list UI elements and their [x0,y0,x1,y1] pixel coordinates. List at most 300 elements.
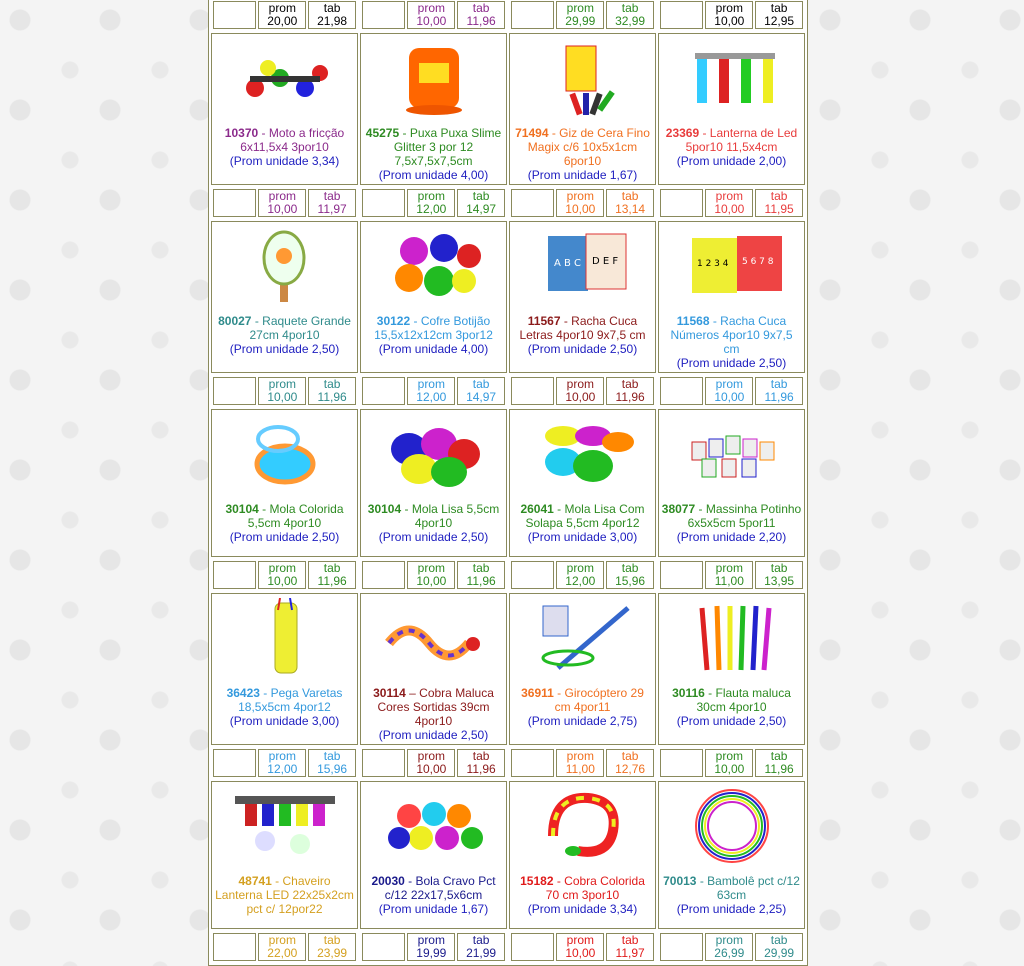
tab-price [308,749,356,777]
quantity-blank [213,377,256,405]
tab-label: tab [621,933,639,947]
quantity-blank [213,189,256,217]
product-name: - Chaveiro Lanterna LED 22x25x2cm pct c/ 12por22 [215,874,354,916]
tab-label: tab [323,1,341,15]
plain-springs-icon[interactable] [363,412,504,496]
product-code: 30116 [672,686,705,700]
price-cell [509,0,656,31]
product-name: – Cobra Maluca Cores Sortidas 39cm 4por10 [377,686,494,728]
flanged-springs-icon[interactable] [512,412,653,496]
tab-price [457,749,505,777]
tab-label: tab [770,561,788,575]
tab-price [755,1,803,29]
price-cell [360,187,507,219]
prom-label: prom [715,189,743,203]
piggy-banks-icon[interactable] [363,224,504,308]
product-name: - Racha Cuca Números 4por10 9x7,5 cm [670,314,793,356]
prom-price [258,561,306,589]
product-description [512,502,653,530]
unit-price: (Prom unidade 2,50) [229,342,340,356]
tab-label: tab [621,1,639,15]
prom-label: prom [417,749,445,763]
quantity-blank [362,377,405,405]
price-cell [211,747,358,779]
quantity-blank [362,933,405,961]
tab-price [457,189,505,217]
price-cell [658,931,805,963]
unit-price: (Prom unidade 1,67) [527,168,638,182]
unit-price: (Prom unidade 2,25) [676,902,787,916]
prom-label: prom [268,189,296,203]
tab-label: tab [770,933,788,947]
product-card[interactable] [211,221,358,373]
product-card[interactable] [509,593,656,745]
unit-price: (Prom unidade 2,50) [527,342,638,356]
tab-price [755,749,803,777]
product-card[interactable] [360,33,507,185]
product-card[interactable] [509,409,656,557]
product-name: - Bola Cravo Pct c/12 22x17,5x6cm [384,874,496,902]
prom-value: 10,00 [416,762,447,776]
quantity-blank [362,749,405,777]
product-code: 38077 [661,502,696,516]
tab-value: 13,14 [615,202,646,216]
quantity-blank [660,749,703,777]
quantity-blank [511,189,554,217]
prom-price [407,561,455,589]
tab-value: 11,96 [317,390,347,404]
product-card[interactable] [211,593,358,745]
tab-label: tab [472,749,490,763]
prom-label: prom [566,749,594,763]
tab-price [606,561,654,589]
unit-price: (Prom unidade 2,50) [229,530,340,544]
product-name: - Pega Varetas 18,5x5cm 4por12 [238,686,343,714]
crayons-icon[interactable] [512,36,653,120]
quantity-blank [213,561,256,589]
letter-puzzle-icon[interactable] [512,224,653,308]
pick-up-sticks-icon[interactable] [214,596,355,680]
tab-value: 21,98 [317,14,348,28]
colored-snake-icon[interactable] [512,784,653,868]
product-description [512,874,653,902]
tab-label: tab [472,1,490,15]
quantity-blank [511,561,554,589]
prom-price [407,189,455,217]
prom-price [705,377,753,405]
quantity-blank [213,1,256,29]
led-keychains-icon[interactable] [214,784,355,868]
product-code: 30122 [376,314,411,328]
product-code: 26041 [520,502,554,516]
product-description [214,686,355,714]
tab-label: tab [770,189,788,203]
product-code: 36423 [226,686,260,700]
paddle-racket-icon[interactable] [214,224,355,308]
prom-price [407,1,455,29]
tab-value: 11,96 [764,390,794,404]
hula-hoops-icon[interactable] [661,784,802,868]
product-name: - Moto a fricção 6x11,5x4 3por10 [240,126,345,154]
quantity-blank [660,1,703,29]
quantity-blank [511,1,554,29]
prom-label: prom [268,749,296,763]
tab-value: 29,99 [764,946,795,960]
prom-value: 19,99 [416,946,447,960]
product-card[interactable] [509,221,656,373]
prom-value: 10,00 [267,574,298,588]
tab-price [755,933,803,961]
prom-label: prom [417,377,445,391]
prom-label: prom [417,1,445,15]
prom-value: 20,00 [267,14,298,28]
tab-label: tab [770,749,788,763]
product-description [512,126,653,168]
tab-value: 11,97 [615,946,645,960]
tab-label: tab [323,377,341,391]
prom-value: 22,00 [267,946,298,960]
product-description [661,126,802,154]
spiky-balls-icon[interactable] [363,784,504,868]
prom-value: 10,00 [714,390,745,404]
prom-price [258,1,306,29]
product-card[interactable] [360,221,507,373]
price-cell [211,187,358,219]
tab-label: tab [621,189,639,203]
product-code: 30114 [373,686,406,700]
product-name: - Mola Colorida 5,5cm 4por10 [247,502,344,530]
tab-label: tab [472,189,490,203]
product-code: 20030 [371,874,405,888]
prom-label: prom [715,749,743,763]
price-cell [360,0,507,31]
quantity-blank [511,749,554,777]
product-code: 70013 [663,874,697,888]
product-description [363,502,504,530]
tab-label: tab [472,561,490,575]
unit-price: (Prom unidade 1,67) [378,902,489,916]
prom-value: 10,00 [416,574,447,588]
price-cell [360,375,507,407]
tab-label: tab [472,377,490,391]
product-description [661,502,802,530]
unit-price: (Prom unidade 3,00) [229,714,340,728]
product-card[interactable] [658,221,805,373]
tab-price [457,377,505,405]
product-description [363,686,504,728]
tab-price [606,189,654,217]
product-name: - Cofre Botijão 15,5x12x12cm 3por12 [374,314,493,342]
prom-label: prom [566,1,594,15]
prom-label: prom [417,561,445,575]
tab-price [457,561,505,589]
tab-value: 14,97 [466,390,497,404]
prom-label: prom [566,561,594,575]
product-card[interactable] [658,593,805,745]
product-description [214,314,355,342]
product-card[interactable] [211,33,358,185]
product-code: 48741 [238,874,272,888]
tab-price [457,933,505,961]
unit-price: (Prom unidade 2,20) [676,530,787,544]
prom-price [556,933,604,961]
price-cell [211,931,358,963]
tab-label: tab [621,561,639,575]
product-card[interactable] [211,409,358,557]
prom-value: 10,00 [714,762,745,776]
prom-value: 12,00 [565,574,596,588]
product-name: - Giz de Cera Fino Magix c/6 10x5x1cm 6por10 [527,126,650,168]
prom-label: prom [268,1,296,15]
quantity-blank [660,561,703,589]
prom-value: 12,00 [416,390,447,404]
tab-price [308,561,356,589]
product-card[interactable] [360,781,507,929]
product-description [363,126,504,168]
prom-value: 11,00 [565,762,595,776]
slime-bucket-icon[interactable] [363,36,504,120]
toy-motorbikes-icon[interactable] [214,36,355,120]
product-code: 30104 [225,502,259,516]
product-code: 11567 [527,314,561,328]
quantity-blank [511,377,554,405]
price-cell [509,747,656,779]
prom-label: prom [268,561,296,575]
product-card[interactable] [658,33,805,185]
tab-price [308,377,356,405]
product-code: 23369 [665,126,700,140]
price-cell [360,931,507,963]
svg-text:D E F: D E F [591,256,618,267]
product-description [512,314,653,342]
product-name: - Raquete Grande 27cm 4por10 [249,314,351,342]
product-description [363,874,504,902]
product-card[interactable] [360,409,507,557]
product-code: 15182 [520,874,554,888]
prom-price [407,933,455,961]
product-description [214,502,355,530]
tab-label: tab [323,561,341,575]
prom-price [407,377,455,405]
tab-price [606,377,654,405]
tab-price [755,561,803,589]
catalog-table [209,0,807,965]
tab-label: tab [323,189,341,203]
prom-value: 26,99 [714,946,745,960]
tab-value: 32,99 [615,14,646,28]
tab-price [308,1,356,29]
quantity-blank [511,933,554,961]
product-name: - Mola Lisa Com Solapa 5,5cm 4por12 [525,502,645,530]
prom-price [407,749,455,777]
prom-price [705,933,753,961]
price-cell [658,747,805,779]
quantity-blank [660,933,703,961]
prom-value: 12,00 [416,202,447,216]
unit-price: (Prom unidade 2,75) [527,714,638,728]
quantity-blank [213,749,256,777]
product-name: - Girocóptero 29 cm 4por11 [553,686,644,714]
product-description [363,314,504,342]
prom-label: prom [417,933,445,947]
product-description [661,874,802,902]
price-cell [211,0,358,31]
toy-snake-icon[interactable] [363,596,504,680]
tab-value: 11,95 [764,202,794,216]
tab-price [606,749,654,777]
prom-label: prom [715,561,743,575]
price-cell [360,559,507,591]
prom-value: 10,00 [267,202,298,216]
tab-price [308,189,356,217]
tab-price [606,1,654,29]
product-card[interactable] [360,593,507,745]
product-description [661,314,802,356]
prom-price [705,749,753,777]
prom-price [705,1,753,29]
product-code: 45275 [365,126,400,140]
tab-value: 11,96 [466,14,496,28]
product-name: - Massinha Potinho 6x5x5cm 5por11 [687,502,802,530]
quantity-blank [660,377,703,405]
prom-value: 29,99 [565,14,596,28]
prom-value: 10,00 [565,202,596,216]
product-name: - Flauta maluca 30cm 4por10 [696,686,791,714]
tab-value: 12,76 [615,762,646,776]
led-flashlights-icon[interactable] [661,36,802,120]
prom-value: 10,00 [714,14,745,28]
prom-price [556,749,604,777]
prom-price [258,189,306,217]
tab-value: 11,96 [466,762,496,776]
tab-label: tab [621,377,639,391]
product-name: - Lanterna de Led 5por10 11,5x4cm [685,126,798,154]
product-card[interactable] [211,781,358,929]
prom-value: 10,00 [416,14,447,28]
unit-price: (Prom unidade 2,00) [676,154,787,168]
tab-value: 11,96 [615,390,645,404]
product-description [512,686,653,714]
tab-label: tab [770,377,788,391]
tab-price [457,1,505,29]
quantity-blank [362,561,405,589]
svg-text:5 6 7 8: 5 6 7 8 [741,257,773,267]
quantity-blank [660,189,703,217]
product-code: 11568 [676,314,710,328]
tab-value: 14,97 [466,202,497,216]
tab-value: 11,96 [764,762,794,776]
prom-label: prom [715,1,743,15]
tab-value: 23,99 [317,946,348,960]
prom-label: prom [566,933,594,947]
tab-label: tab [323,749,341,763]
product-description [214,126,355,154]
product-name: - Racha Cuca Letras 4por10 9x7,5 cm [519,314,646,342]
flutes-icon[interactable] [661,596,802,680]
tab-label: tab [621,749,639,763]
prom-label: prom [715,377,743,391]
product-name: - Mola Lisa 5,5cm 4por10 [401,502,500,530]
price-cell [509,375,656,407]
product-code: 80027 [218,314,252,328]
quantity-blank [362,189,405,217]
unit-price: (Prom unidade 2,50) [676,714,787,728]
price-cell [509,931,656,963]
prom-value: 10,00 [565,390,596,404]
tab-value: 11,96 [317,574,347,588]
price-cell [360,747,507,779]
prom-label: prom [715,933,743,947]
tab-value: 15,96 [615,574,646,588]
number-puzzle-icon[interactable] [661,224,802,308]
prom-value: 11,00 [714,574,744,588]
price-cell [509,187,656,219]
prom-price [556,377,604,405]
price-cell [658,0,805,31]
product-card[interactable] [509,781,656,929]
svg-text:A B C: A B C [553,258,581,269]
prom-price [556,1,604,29]
prom-label: prom [268,377,296,391]
prom-price [705,189,753,217]
product-name: - Cobra Colorida 70 cm 3por10 [545,874,645,902]
tab-price [755,189,803,217]
product-card[interactable] [658,409,805,557]
product-description [214,874,355,916]
price-cell [211,375,358,407]
prom-price [258,377,306,405]
price-cell [658,187,805,219]
prom-price [258,749,306,777]
quantity-blank [213,933,256,961]
product-code: 30104 [367,502,402,516]
playdough-pots-icon[interactable] [661,412,802,496]
product-code: 36911 [521,686,554,700]
prom-value: 12,00 [267,762,298,776]
prom-value: 10,00 [267,390,298,404]
prom-value: 10,00 [714,202,745,216]
product-name: - Bambolê pct c/12 63cm [696,874,800,902]
price-cell [658,559,805,591]
tab-value: 15,96 [317,762,348,776]
unit-price: (Prom unidade 4,00) [378,342,489,356]
rainbow-spring-icon[interactable] [214,412,355,496]
price-cell [658,375,805,407]
gyrocopter-icon[interactable] [512,596,653,680]
prom-value: 10,00 [565,946,596,960]
unit-price: (Prom unidade 3,34) [229,154,340,168]
tab-price [606,933,654,961]
product-name: - Puxa Puxa Slime Glitter 3 por 12 7,5x7,5x7,5cm [393,126,502,168]
product-description [661,686,802,714]
prom-price [556,561,604,589]
product-card[interactable] [509,33,656,185]
tab-label: tab [770,1,788,15]
tab-value: 11,97 [317,202,347,216]
prom-price [258,933,306,961]
price-cell [509,559,656,591]
prom-label: prom [566,377,594,391]
tab-value: 12,95 [764,14,795,28]
tab-value: 21,99 [466,946,497,960]
product-card[interactable] [658,781,805,929]
quantity-blank [362,1,405,29]
price-cell [211,559,358,591]
tab-price [308,933,356,961]
svg-text:1 2 3 4: 1 2 3 4 [696,259,728,269]
tab-label: tab [472,933,490,947]
tab-value: 11,96 [466,574,496,588]
